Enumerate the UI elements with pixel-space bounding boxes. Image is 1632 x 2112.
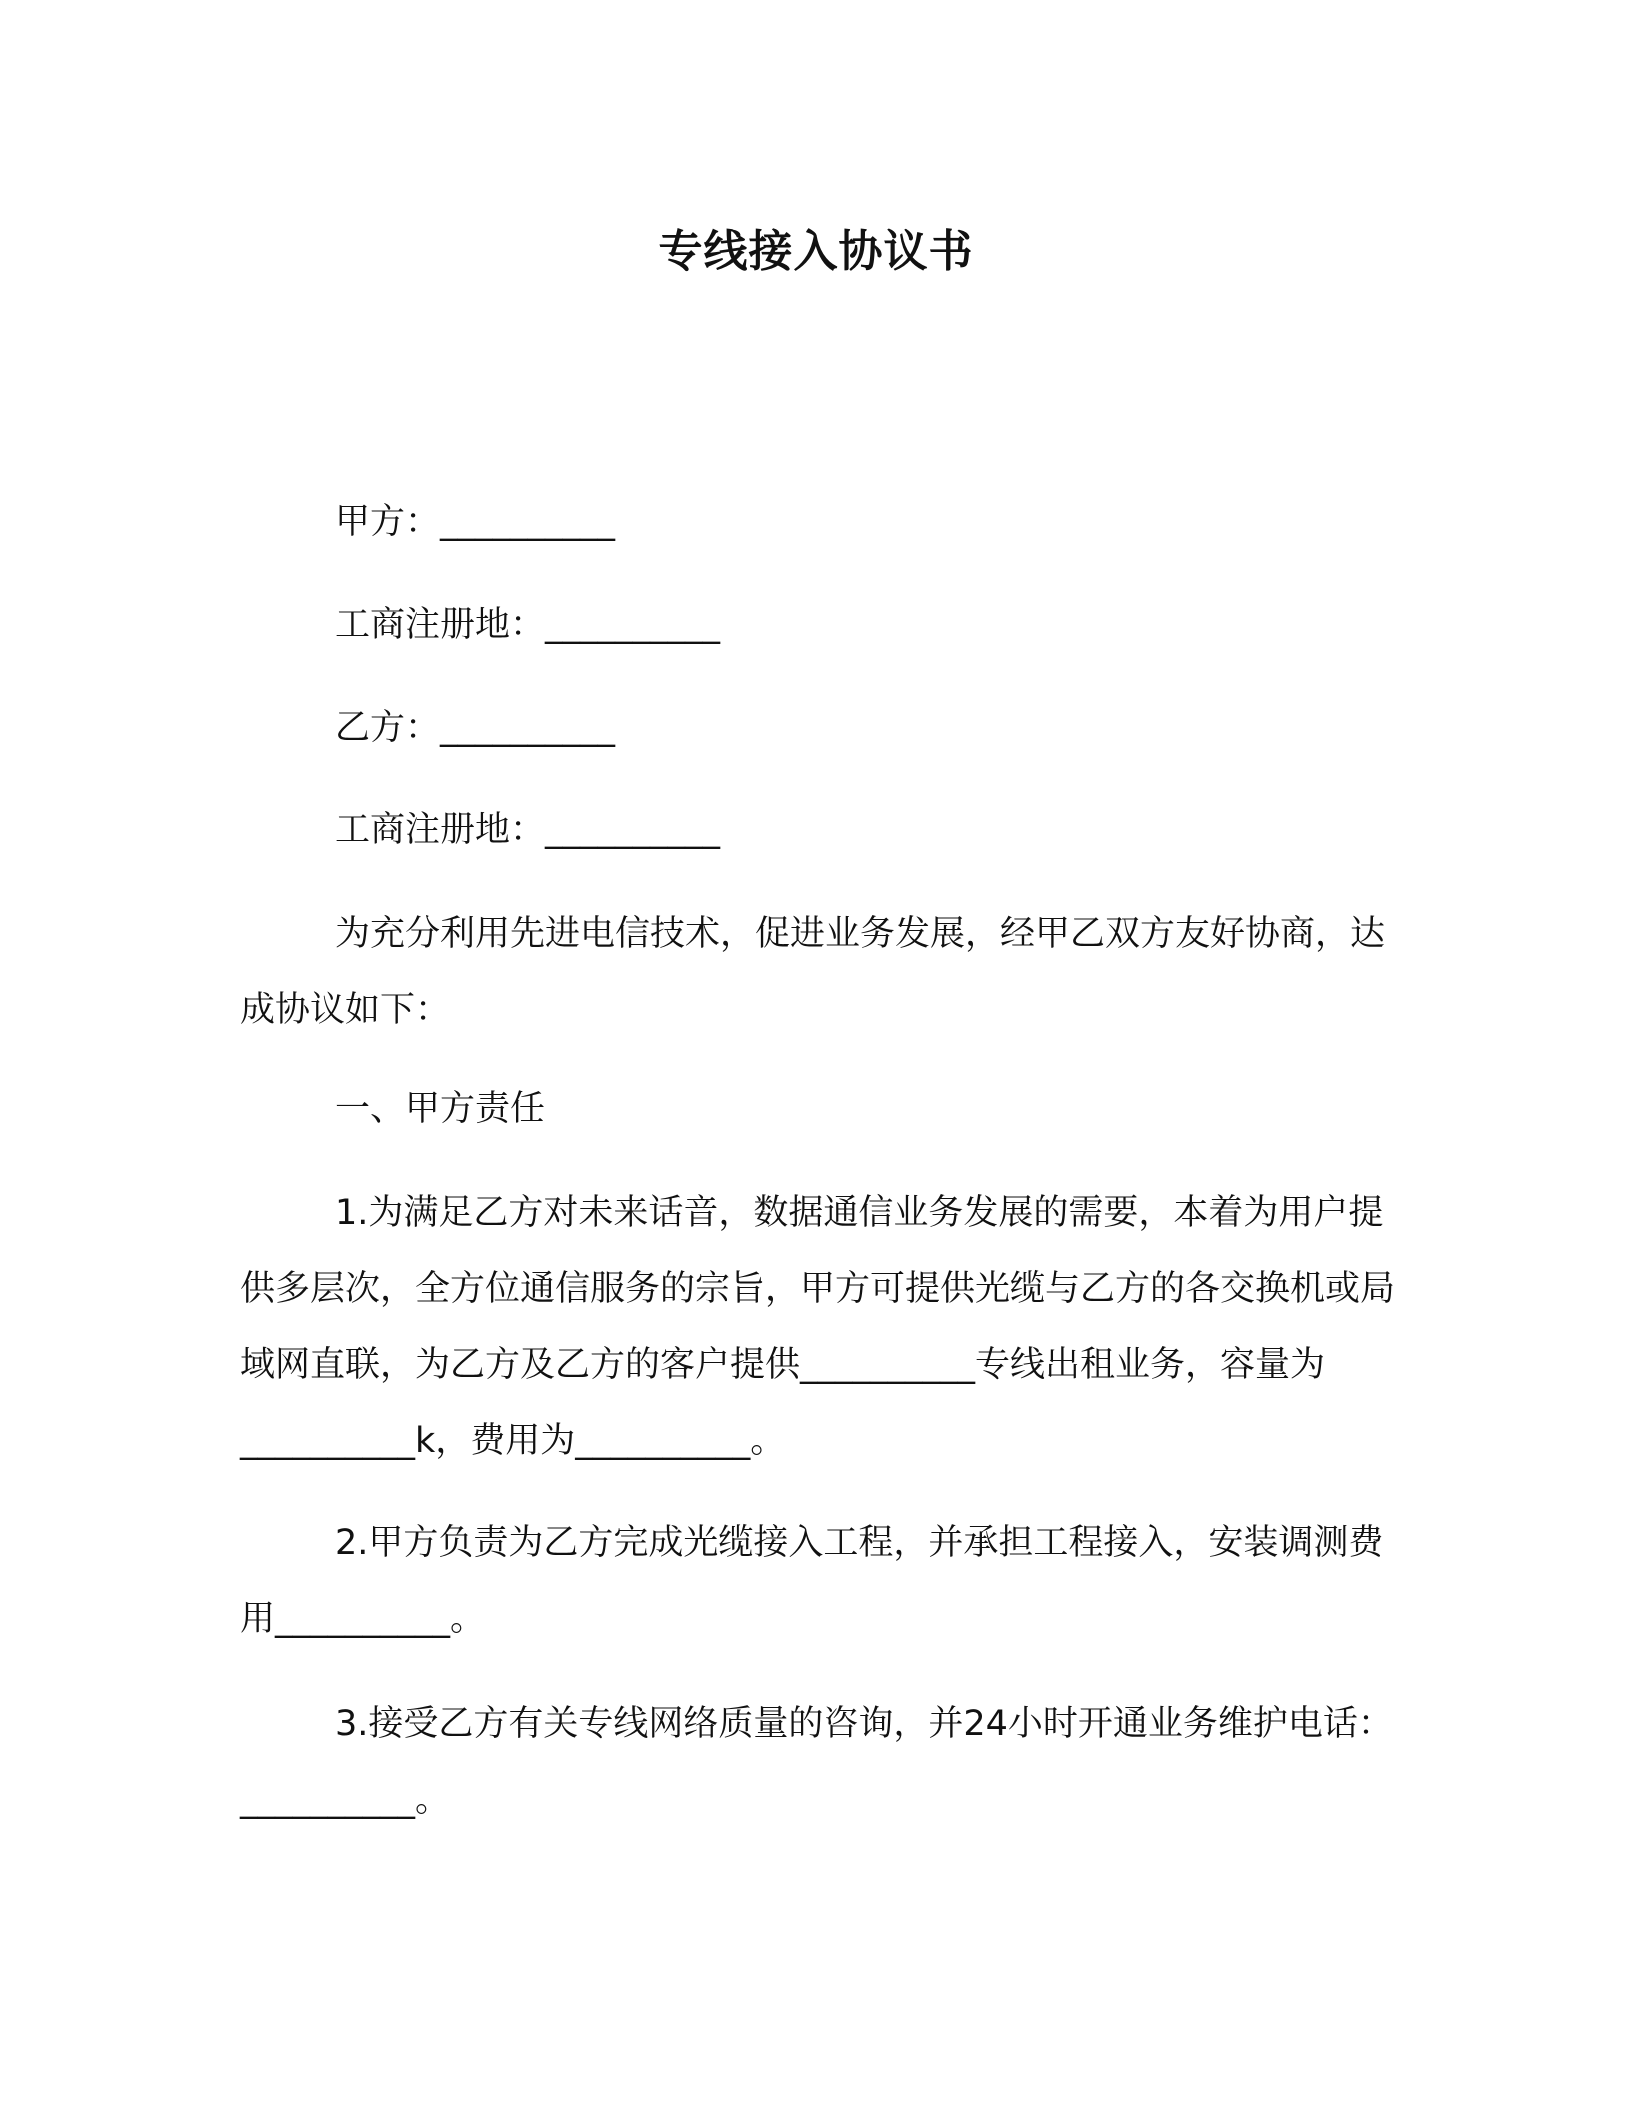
party-a-address-field: 工商注册地：__________ [335, 605, 721, 645]
party-b-address-field: 工商注册地：__________ [335, 810, 721, 850]
party-a-field: 甲方：__________ [335, 502, 616, 542]
clause-2: 2.甲方负责为乙方完成光缆接入工程，并承担工程接入，安装调测费用__________。 [240, 1523, 1384, 1639]
document-title: 专线接入协议书 [658, 226, 974, 277]
clause-3: 3.接受乙方有关专线网络质量的咨询，并24小时开通业务维护电话：__________。 [240, 1704, 1393, 1820]
section-heading-party-a-duties: 一、甲方责任 [335, 1089, 546, 1129]
clause-1: 1.为满足乙方对未来话音，数据通信业务发展的需要，本着为用户提供多层次，全方位通信服务的宗旨，甲方可提供光缆与乙方的各交换机或局域网直联，为乙方及乙方的客户提供__________专线出租业务，容量为__________k，费用为__________。 [240, 1193, 1396, 1461]
party-b-field: 乙方：__________ [335, 708, 616, 748]
intro-paragraph: 为充分利用先进电信技术，促进业务发展，经甲乙双方友好协商，达成协议如下： [240, 914, 1386, 1030]
